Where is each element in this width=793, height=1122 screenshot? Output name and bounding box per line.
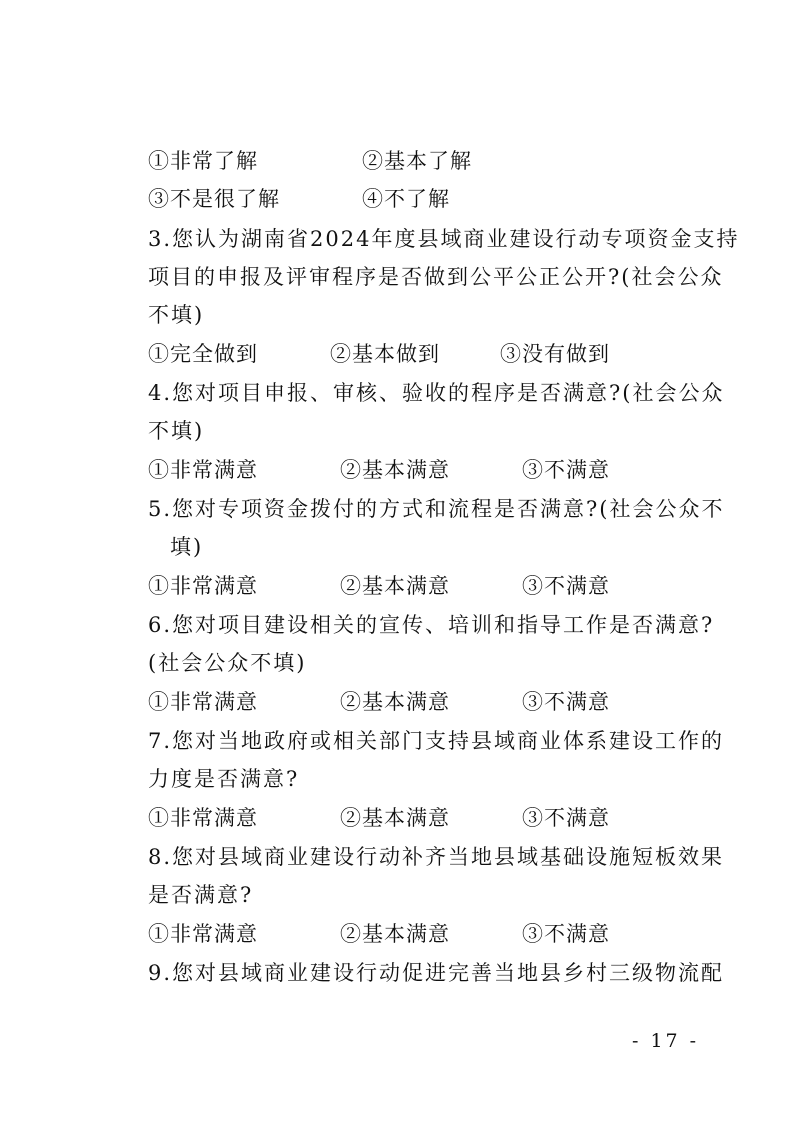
q8-option-1: ①非常满意 [148,922,258,946]
q5-text-line-2: 填) [170,535,204,559]
q3-option-2: ②基本做到 [330,342,440,366]
q7-option-3: ③不满意 [522,806,610,830]
q9-text-line-1: 9.您对县域商业建设行动促进完善当地县乡村三级物流配 [148,961,725,985]
q4-option-1: ①非常满意 [148,458,258,482]
q5-option-3: ③不满意 [522,574,610,598]
q6-text-line-1: 6.您对项目建设相关的宣传、培训和指导工作是否满意? [148,613,715,637]
q6-option-3: ③不满意 [522,690,610,714]
q3-text-line-2: 项目的申报及评审程序是否做到公平公正公开?(社会公众 [148,265,724,289]
q6-option-2: ②基本满意 [340,690,450,714]
q5-text-line-1: 5.您对专项资金拨付的方式和流程是否满意?(社会公众不 [148,497,725,521]
q2-option-1: ①非常了解 [148,149,258,173]
page-number: - 17 - [632,1030,700,1052]
q4-option-2: ②基本满意 [340,458,450,482]
q6-option-1: ①非常满意 [148,690,258,714]
q2-option-3: ③不是很了解 [148,187,280,211]
q8-text-line-1: 8.您对县域商业建设行动补齐当地县域基础设施短板效果 [148,845,725,869]
q2-option-4: ④不了解 [362,187,450,211]
q8-text-line-2: 是否满意? [148,883,254,907]
q3-text-line-1: 3.您认为湖南省2024年度县域商业建设行动专项资金支持 [148,227,740,251]
q5-option-1: ①非常满意 [148,574,258,598]
q3-text-line-3: 不填) [148,303,205,327]
q7-option-1: ①非常满意 [148,806,258,830]
q7-option-2: ②基本满意 [340,806,450,830]
q5-option-2: ②基本满意 [340,574,450,598]
q8-option-3: ③不满意 [522,922,610,946]
q2-option-2: ②基本了解 [362,149,472,173]
q3-option-1: ①完全做到 [148,342,258,366]
q6-text-line-2: (社会公众不填) [148,651,307,675]
q3-option-3: ③没有做到 [500,342,610,366]
q8-option-2: ②基本满意 [340,922,450,946]
q4-text-line-2: 不填) [148,419,205,443]
q4-option-3: ③不满意 [522,458,610,482]
q7-text-line-1: 7.您对当地政府或相关部门支持县域商业体系建设工作的 [148,729,725,753]
q4-text-line-1: 4.您对项目申报、审核、验收的程序是否满意?(社会公众 [148,381,725,405]
q7-text-line-2: 力度是否满意? [148,767,300,791]
